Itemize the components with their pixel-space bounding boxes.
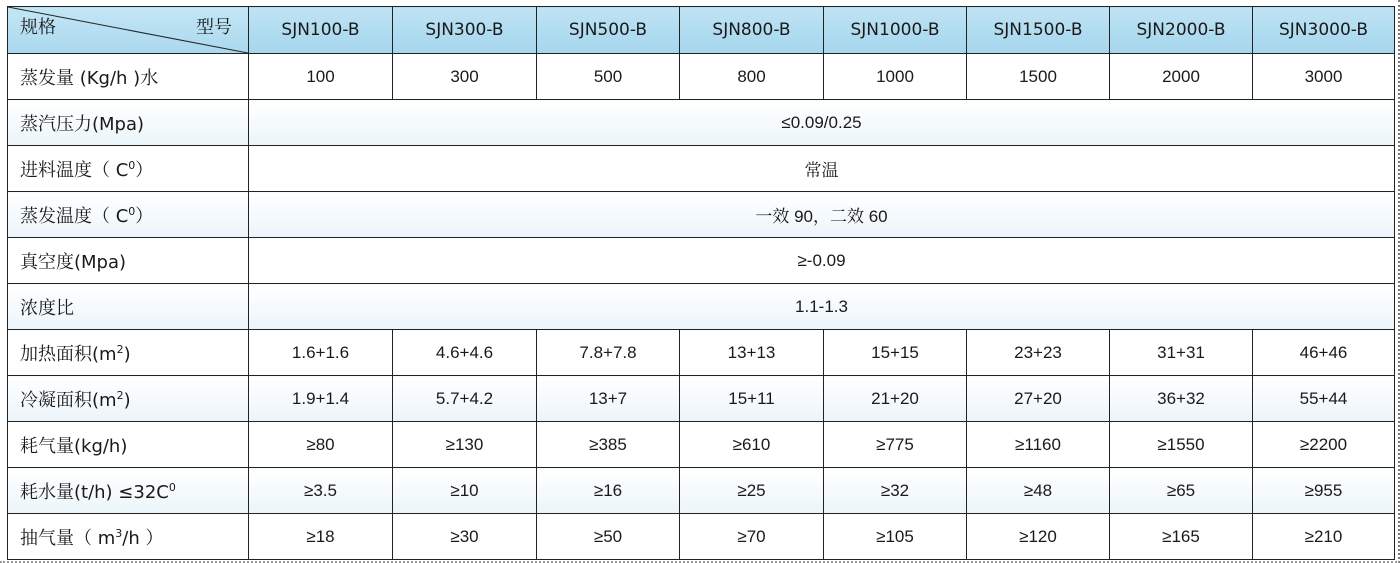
table-row xyxy=(8,146,1395,192)
table-cell: 23+23 xyxy=(967,330,1110,376)
table-cell: ≥610 xyxy=(680,422,824,468)
row-label-feed-temp: 进料温度（ $C^0$） xyxy=(8,146,249,192)
table-cell: ≥3.5 xyxy=(249,468,393,514)
table-cell: ≥955 xyxy=(1253,468,1395,514)
corner-left-label: 规格 xyxy=(20,17,56,38)
table-cell: ≥385 xyxy=(537,422,680,468)
row-label-vacuum: 真空度(Mpa) xyxy=(8,238,249,284)
table-cell: ≥25 xyxy=(680,468,824,514)
table-cell: ≥1160 xyxy=(967,422,1110,468)
merged-cell: 常温 xyxy=(249,146,1395,192)
row-label-steam-consumption: 耗气量(kg/h) xyxy=(8,422,249,468)
table-row xyxy=(8,376,1395,422)
table-cell: ≥70 xyxy=(680,514,824,560)
table-cell: 1000 xyxy=(824,54,967,100)
table-row xyxy=(8,238,1395,284)
table-cell: 2000 xyxy=(1110,54,1253,100)
table-row xyxy=(8,422,1395,468)
table-cell: 15+11 xyxy=(680,376,824,422)
corner-cell xyxy=(8,7,249,54)
table-cell: 46+46 xyxy=(1253,330,1395,376)
table-cell: 27+20 xyxy=(967,376,1110,422)
model-header: SJN3000-B xyxy=(1253,7,1395,54)
table-cell: 7.8+7.8 xyxy=(537,330,680,376)
row-label-pumping-volume: 抽气量（ $m^3/h$ ） xyxy=(8,514,249,560)
model-header: SJN2000-B xyxy=(1110,7,1253,54)
model-header: SJN1500-B xyxy=(967,7,1110,54)
model-header: SJN800-B xyxy=(680,7,824,54)
spec-table xyxy=(7,6,1395,560)
row-label-condensing-area: 冷凝面积$(m^2)$ xyxy=(8,376,249,422)
table-cell: 31+31 xyxy=(1110,330,1253,376)
table-row xyxy=(8,54,1395,100)
table-cell: ≥16 xyxy=(537,468,680,514)
model-header: SJN500-B xyxy=(537,7,680,54)
table-cell: 15+15 xyxy=(824,330,967,376)
table-row xyxy=(8,284,1395,330)
merged-cell: ≤0.09/0.25 xyxy=(249,100,1395,146)
table-cell: 13+13 xyxy=(680,330,824,376)
table-cell: ≥120 xyxy=(967,514,1110,560)
table-cell: ≥18 xyxy=(249,514,393,560)
row-label-water-consumption: 耗水量$(t/h) \le 32C^0$ xyxy=(8,468,249,514)
table-row xyxy=(8,468,1395,514)
table-cell: 800 xyxy=(680,54,824,100)
table-cell: 21+20 xyxy=(824,376,967,422)
table-cell: 1.6+1.6 xyxy=(249,330,393,376)
table-cell: ≥10 xyxy=(393,468,537,514)
model-header: SJN300-B xyxy=(393,7,537,54)
table-cell: ≥210 xyxy=(1253,514,1395,560)
table-row xyxy=(8,330,1395,376)
table-cell: 55+44 xyxy=(1253,376,1395,422)
row-label-heating-area: 加热面积$(m^2)$ xyxy=(8,330,249,376)
row-label-evaporation: 蒸发量 (Kg/h )水 xyxy=(8,54,249,100)
table-cell: ≥165 xyxy=(1110,514,1253,560)
table-row xyxy=(8,514,1395,560)
row-label-steam-pressure: 蒸汽压力(Mpa) xyxy=(8,100,249,146)
table-cell: 1.9+1.4 xyxy=(249,376,393,422)
table-row xyxy=(8,100,1395,146)
table-cell: 300 xyxy=(393,54,537,100)
table-cell: 36+32 xyxy=(1110,376,1253,422)
table-cell: 4.6+4.6 xyxy=(393,330,537,376)
table-cell: 500 xyxy=(537,54,680,100)
table-cell: 100 xyxy=(249,54,393,100)
table-cell: ≥1550 xyxy=(1110,422,1253,468)
table-cell: ≥30 xyxy=(393,514,537,560)
model-header: SJN100-B xyxy=(249,7,393,54)
table-cell: 5.7+4.2 xyxy=(393,376,537,422)
merged-cell: 一效 90，二效 60 xyxy=(249,192,1395,238)
table-cell: 3000 xyxy=(1253,54,1395,100)
table-cell: ≥50 xyxy=(537,514,680,560)
table-cell: ≥775 xyxy=(824,422,967,468)
table-cell: ≥32 xyxy=(824,468,967,514)
table-cell: 1500 xyxy=(967,54,1110,100)
table-row xyxy=(8,192,1395,238)
table-cell: ≥65 xyxy=(1110,468,1253,514)
table-cell: ≥105 xyxy=(824,514,967,560)
merged-cell: 1.1-1.3 xyxy=(249,284,1395,330)
table-cell: 13+7 xyxy=(537,376,680,422)
merged-cell: ≥-0.09 xyxy=(249,238,1395,284)
table-cell: ≥130 xyxy=(393,422,537,468)
row-label-evap-temp: 蒸发温度（ $C^0$） xyxy=(8,192,249,238)
row-label-concentration: 浓度比 xyxy=(8,284,249,330)
model-header: SJN1000-B xyxy=(824,7,967,54)
table-cell: ≥48 xyxy=(967,468,1110,514)
header-row xyxy=(8,7,1395,54)
table-cell: ≥2200 xyxy=(1253,422,1395,468)
corner-right-label: 型号 xyxy=(196,17,232,38)
table-cell: ≥80 xyxy=(249,422,393,468)
